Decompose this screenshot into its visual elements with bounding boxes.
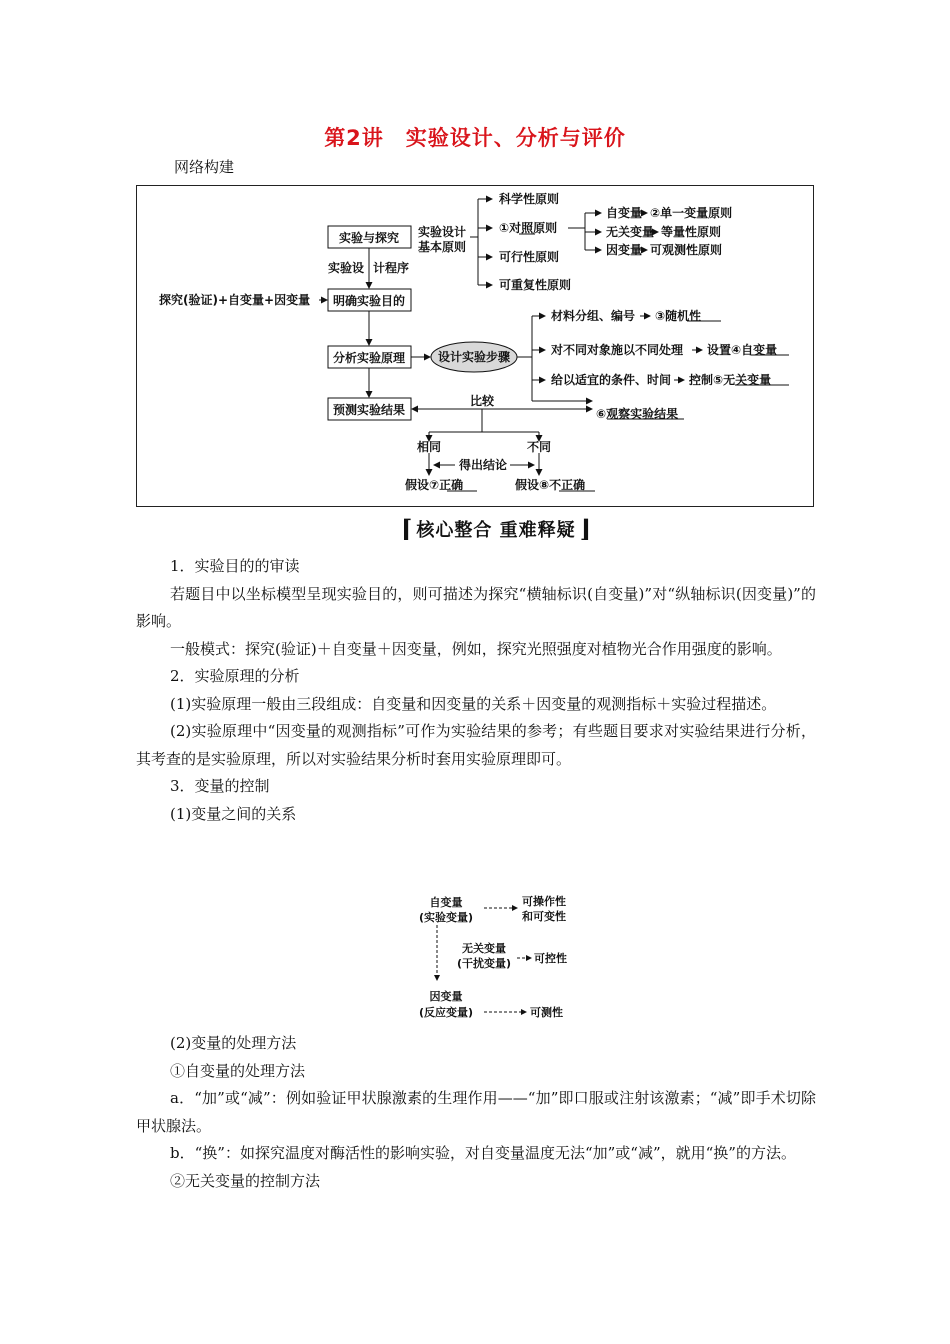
indep-right-2: 和可变性 (522, 910, 566, 923)
label-conclude: 得出结论 (458, 458, 508, 472)
label-diff: 不同 (526, 440, 552, 454)
label-program-1: 实验设 (328, 261, 365, 275)
principle-feasible: 可行性原则 (499, 250, 560, 264)
concept-network-svg (137, 186, 815, 508)
banner-text: 核心整合 重难释疑 (416, 520, 576, 541)
var-observe: 可观测性原则 (650, 243, 723, 257)
principle-repeat: 可重复性原则 (499, 278, 572, 292)
paragraph: (2)变量的处理方法 (170, 1034, 297, 1052)
hypothesis-true: 假设⑦正确 (405, 478, 464, 492)
paragraph: ①自变量的处理方法 (170, 1061, 306, 1080)
paragraph: (2)实验原理中“因变量的观测指标”可作为实验结果的参考；有些题目要求对实验结果进行分析，其考查的是实验原理，所以对实验结果分析时套用实验原理即可。 (136, 722, 816, 768)
section-banner (396, 514, 596, 544)
banner-right-bracket-icon: ⌋ (579, 514, 591, 543)
paragraph: a．“加”或“减”：例如验证甲状腺激素的生理作用——“加”即口服或注射该激素；“减”即手术切除甲状腺法。 (136, 1089, 816, 1135)
principle-science: 科学性原则 (499, 192, 560, 206)
var-dep: 因变量 (606, 243, 643, 257)
paragraph: ②无关变量的控制方法 (170, 1171, 321, 1190)
paragraph: 若题目中以坐标模型呈现实验目的，则可描述为探究“横轴标识(自变量)”对“纵轴标识(因变量)”的影响。 (136, 584, 816, 630)
label-compare: 比较 (469, 394, 495, 408)
concept-network-diagram (136, 185, 814, 507)
ellipse-label: 设计实验步骤 (437, 350, 511, 364)
irrel-sub: (干扰变量) (456, 957, 512, 970)
body-section-1 (136, 553, 816, 828)
dep-sub: (反应变量) (418, 1006, 474, 1019)
label-program-2: 计程序 (373, 261, 410, 275)
label-design-2: 基本原则 (418, 240, 467, 254)
hypothesis-false: 假设⑧不正确 (515, 478, 586, 492)
var-indep: 自变量 (606, 206, 643, 220)
node-predict: 预测实验结果 (332, 403, 406, 417)
var-single: ②单一变量原则 (650, 206, 733, 220)
node-explore: 实验与探究 (338, 231, 400, 245)
irrel-right: 可控性 (534, 952, 567, 965)
page-title: 第2讲 实验设计、分析与评价 (324, 126, 626, 150)
paragraph: 2．实验原理的分析 (170, 667, 300, 685)
network-label: 网络构建 (174, 158, 235, 176)
step-2-result: 设置④自变量 (707, 343, 778, 357)
body-section-2 (136, 1030, 816, 1195)
step-2: 对不同对象施以不同处理 (551, 343, 684, 357)
paragraph: 一般模式：探究(验证)＋自变量＋因变量，例如，探究光照强度对植物光合作用强度的影响。 (170, 639, 782, 658)
paragraph: (1)变量之间的关系 (170, 804, 297, 823)
paragraph: (1)实验原理一般由三段组成：自变量和因变量的关系＋因变量的观测指标＋实验过程描述。 (170, 694, 777, 713)
banner-left-bracket-icon: ⌈ (401, 514, 413, 543)
node-purpose: 明确实验目的 (332, 294, 406, 308)
step-3: 给以适宜的条件、时间 (551, 373, 672, 387)
principle-control: ①对照原则 (499, 221, 558, 235)
variable-relation-svg (404, 892, 594, 1026)
paragraph: 3．变量的控制 (170, 777, 270, 795)
paragraph: 1．实验目的的审读 (170, 557, 300, 575)
indep-right-1: 可操作性 (522, 895, 566, 908)
var-irrel: 无关变量 (606, 225, 655, 239)
variable-relation-diagram (404, 892, 594, 1030)
step-1: 材料分组、编号 (551, 309, 636, 323)
dep-right: 可测性 (530, 1006, 563, 1019)
step-4: ⑥观察实验结果 (596, 407, 679, 421)
indep-name: 自变量 (429, 896, 463, 909)
step-3-result: 控制⑤无关变量 (689, 373, 772, 387)
indep-sub: (实验变量) (418, 911, 474, 924)
label-same: 相同 (416, 440, 442, 454)
dep-name: 因变量 (429, 990, 463, 1003)
label-left-mode: 探究(验证)+自变量+因变量 (159, 293, 311, 307)
var-equal: 等量性原则 (661, 225, 722, 239)
irrel-name: 无关变量 (462, 942, 506, 955)
paragraph: b．“换”：如探究温度对酶活性的影响实验，对自变量温度无法“加”或“减”，就用“换”的方法。 (170, 1144, 796, 1162)
step-1-result: ③随机性 (655, 309, 702, 323)
node-principle: 分析实验原理 (332, 351, 406, 365)
label-design-1: 实验设计 (418, 225, 467, 239)
